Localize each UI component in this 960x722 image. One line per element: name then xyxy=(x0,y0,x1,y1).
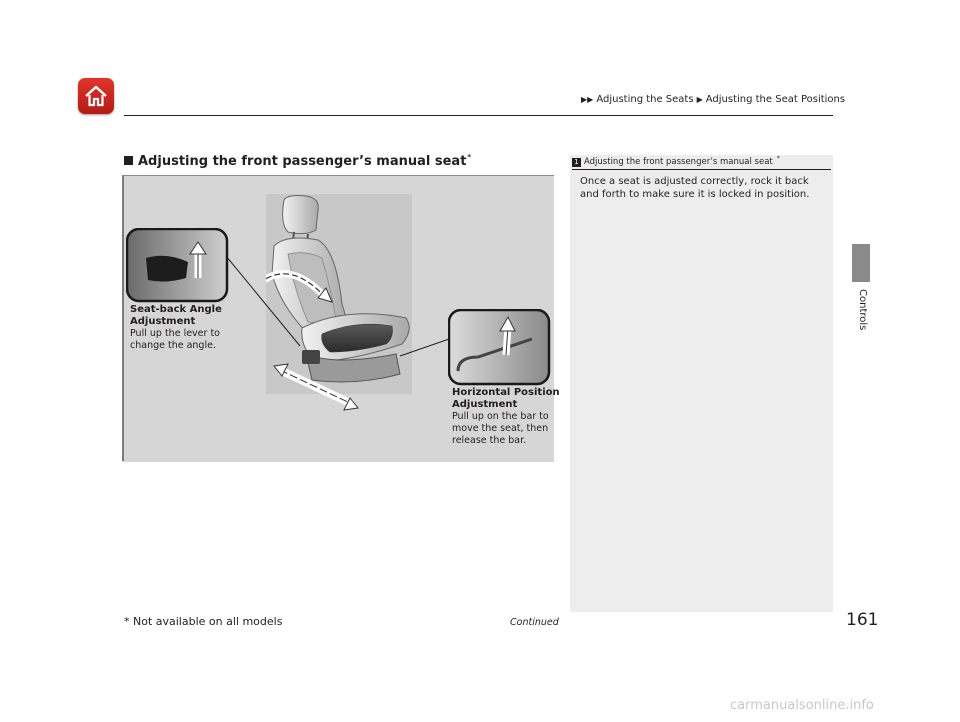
breadcrumb-item[interactable]: Adjusting the Seats xyxy=(596,94,694,105)
note-number-badge: 1 xyxy=(572,158,581,167)
note-heading: 1 Adjusting the front passenger’s manual seat * xyxy=(572,157,780,167)
watermark: carmanualsonline.info xyxy=(730,698,874,713)
illustration-edge xyxy=(122,176,124,461)
header-divider xyxy=(124,115,833,116)
breadcrumb-arrow-icon: ▶ xyxy=(696,95,703,104)
note-panel xyxy=(570,155,833,612)
note-divider xyxy=(572,169,831,170)
seat-back-angle-callout: Seat-back Angle Adjustment Pull up the lever to change the angle. xyxy=(130,304,222,351)
breadcrumb-item[interactable]: Adjusting the Seat Positions xyxy=(705,94,846,105)
section-title: Adjusting the front passenger’s manual seat * xyxy=(124,154,471,169)
home-icon xyxy=(83,83,109,109)
section-bullet-icon xyxy=(124,156,133,165)
chapter-tab[interactable] xyxy=(852,244,870,282)
continued-label: Continued xyxy=(510,617,559,628)
callout-leader-lines xyxy=(220,250,460,370)
footnote: * Not available on all models xyxy=(124,615,283,628)
horizontal-position-callout: Horizontal Position Adjustment Pull up on the bar to move the seat, then release the bar. xyxy=(452,387,560,446)
breadcrumb xyxy=(581,94,845,105)
home-button[interactable] xyxy=(78,78,114,114)
page-number: 161 xyxy=(846,610,879,630)
note-body: Once a seat is adjusted correctly, rock it back and forth to make sure it is locked in position. xyxy=(580,176,810,200)
horizontal-bar-inset xyxy=(448,309,552,387)
seat-back-lever-inset xyxy=(126,228,230,304)
chapter-tab-label: Controls xyxy=(857,289,868,331)
breadcrumb-arrow-icon: ▶▶ xyxy=(581,95,594,104)
